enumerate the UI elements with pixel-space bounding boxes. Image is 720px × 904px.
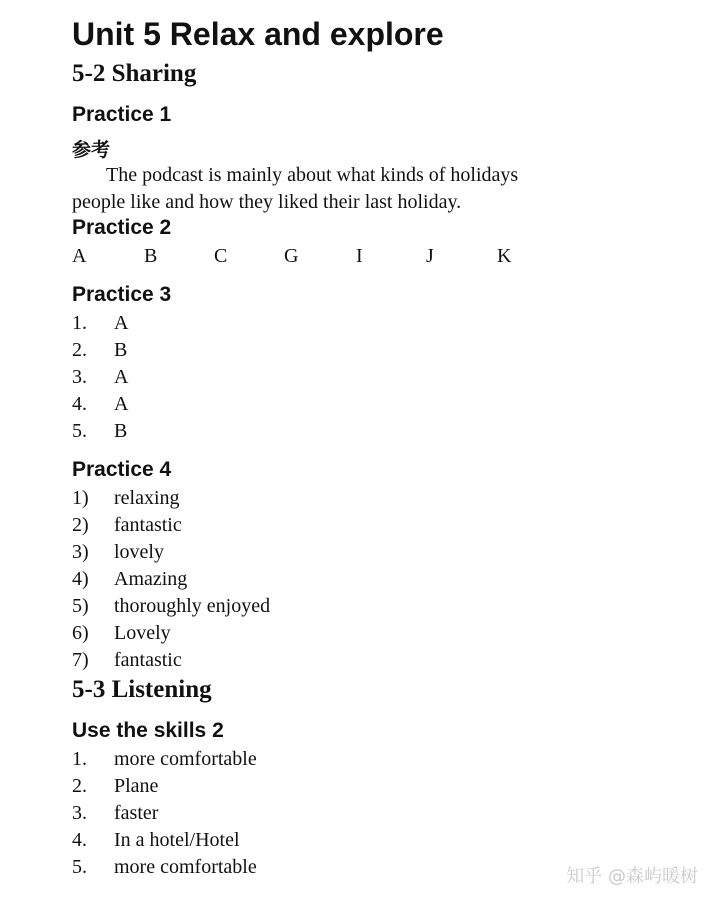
list-item <box>72 514 182 537</box>
item-text: Lovely <box>114 622 171 644</box>
item-text: A <box>114 366 129 388</box>
list-item <box>72 312 128 335</box>
practice-1-paragraph <box>72 162 632 216</box>
item-number: 4) <box>72 568 89 590</box>
page-title: Unit 5 Relax and explore <box>72 16 444 52</box>
item-text: lovely <box>114 541 164 563</box>
list-item <box>72 649 182 672</box>
item-number: 3) <box>72 541 89 563</box>
item-text: faster <box>114 802 159 824</box>
item-number: 3. <box>72 802 87 824</box>
item-number: 2) <box>72 514 89 536</box>
item-text: Plane <box>114 775 159 797</box>
list-item <box>72 775 158 798</box>
item-number: 3. <box>72 366 87 388</box>
section-title-listening: 5-3 Listening <box>72 676 212 703</box>
option-letter: I <box>356 245 363 267</box>
item-text: A <box>114 393 129 415</box>
item-number: 4. <box>72 393 87 415</box>
heading-practice-2: Practice 2 <box>72 216 172 239</box>
paragraph-line-2: people like and how they liked their last holiday. <box>72 191 462 213</box>
list-item <box>72 420 127 443</box>
item-text: fantastic <box>114 649 182 671</box>
list-item <box>72 541 164 564</box>
list-item <box>72 366 128 389</box>
watermark: 知乎 @森屿暖树 <box>566 866 698 887</box>
list-item <box>72 856 257 879</box>
heading-practice-4: Practice 4 <box>72 458 172 481</box>
heading-practice-3: Practice 3 <box>72 283 172 306</box>
list-item <box>72 622 171 645</box>
item-number: 4. <box>72 829 87 851</box>
item-number: 2. <box>72 339 87 361</box>
item-text: fantastic <box>114 514 182 536</box>
list-item <box>72 748 257 771</box>
item-text: B <box>114 420 128 442</box>
item-text: relaxing <box>114 487 180 509</box>
list-item <box>72 802 158 825</box>
item-number: 5. <box>72 420 87 442</box>
item-number: 1) <box>72 487 89 509</box>
list-item <box>72 487 180 510</box>
option-letter: B <box>144 245 158 267</box>
item-text: In a hotel/Hotel <box>114 829 240 851</box>
item-number: 1. <box>72 312 87 334</box>
option-letter: C <box>214 245 228 267</box>
item-text: Amazing <box>114 568 188 590</box>
option-letter: A <box>72 245 87 267</box>
heading-practice-1: Practice 1 <box>72 103 172 126</box>
option-letter: G <box>284 245 299 267</box>
item-text: more comfortable <box>114 748 257 770</box>
item-text: thoroughly enjoyed <box>114 595 271 617</box>
section-title-sharing: 5-2 Sharing <box>72 60 197 87</box>
item-number: 6) <box>72 622 89 644</box>
item-number: 7) <box>72 649 89 671</box>
item-number: 5) <box>72 595 89 617</box>
item-number: 5. <box>72 856 87 878</box>
list-item <box>72 339 127 362</box>
item-number: 1. <box>72 748 87 770</box>
list-item <box>72 829 240 852</box>
list-item <box>72 393 128 416</box>
item-text: more comfortable <box>114 856 257 878</box>
reference-label: 参考 <box>72 139 111 161</box>
item-number: 2. <box>72 775 87 797</box>
option-letter: K <box>497 245 512 267</box>
list-item <box>72 595 270 618</box>
option-letter: J <box>426 245 434 267</box>
list-item <box>72 568 187 591</box>
paragraph-line-1: The podcast is mainly about what kinds of holidays <box>106 164 519 186</box>
heading-use-the-skills-2: Use the skills 2 <box>72 719 224 742</box>
item-text: A <box>114 312 129 334</box>
item-text: B <box>114 339 128 361</box>
